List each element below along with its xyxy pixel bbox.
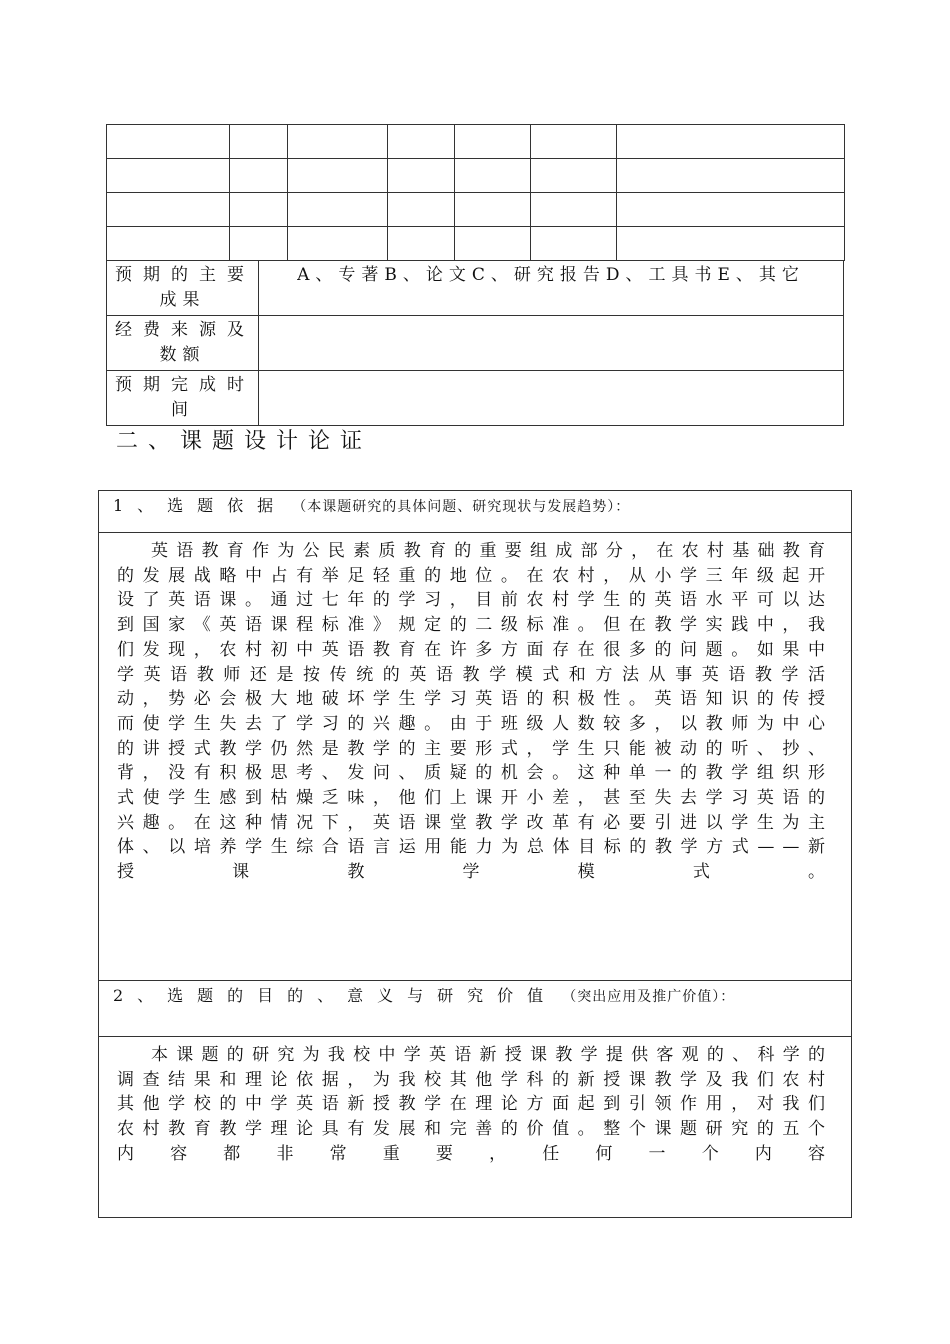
fund-label: 经费来源及数额 [107, 316, 259, 371]
q2-note: （突出应用及推广价值）： [562, 989, 736, 1005]
table-cell[interactable] [107, 159, 230, 193]
outcome-value[interactable]: A、专著B、论文C、研究报告D、工具书E、其它 [259, 261, 844, 316]
table-row [107, 227, 845, 261]
table-cell[interactable] [617, 159, 845, 193]
design-argument-box [98, 490, 852, 1218]
table-cell[interactable] [455, 227, 531, 261]
table-cell[interactable] [230, 227, 288, 261]
table-cell[interactable] [617, 193, 845, 227]
table-cell[interactable] [388, 125, 455, 159]
time-row [107, 371, 844, 426]
table-cell[interactable] [288, 159, 388, 193]
time-value[interactable] [259, 371, 844, 426]
section-title: 二、课题设计论证 [116, 429, 373, 454]
table-cell[interactable] [531, 159, 617, 193]
table-cell[interactable] [288, 227, 388, 261]
q2-heading: 2、选题的目的、意义与研究价值 [113, 986, 558, 1005]
table-cell[interactable] [288, 125, 388, 159]
q1-header [99, 491, 851, 533]
q1-body[interactable]: 英语教育作为公民素质教育的重要组成部分，在农村基础教育的发展战略中占有举足轻重的地位。在农村，从小学三年级起开设了英语课。通过七年的学习，目前农村学生的英语水平可以达到国家《英语课程标准》规定的二级标准。但在教学实践中，我们发现，农村初中英语教育在许多方面存在很多的问题。如果中学英语教师还是按传统的英语教学模式和方法从事英语教学活动，势必会极大地破坏学生学习英语的积极性。英语知识的传授而使学生失去了学习的兴趣。由于班级人数较多，以教师为中心的讲授式教学仍然是教学的主要形式，学生只能被动的听、抄、背，没有积极思考、发问、质疑的机会。这种单一的教学组织形式使学生感到枯燥乏味，他们上课开小差，甚至失去学习英语的兴趣。在这种情况下，英语课堂教学改革有必要引进以学生为主体、以培养学生综合语言运用能力为总体目标的教学方式——新授课教学模式。 [99, 533, 851, 981]
table-cell[interactable] [230, 193, 288, 227]
q2-header [99, 981, 851, 1037]
time-label: 预期完成时间 [107, 371, 259, 426]
fund-row [107, 316, 844, 371]
table-cell[interactable] [455, 193, 531, 227]
table-cell[interactable] [107, 125, 230, 159]
table-cell[interactable] [455, 125, 531, 159]
project-info-table [106, 260, 844, 426]
member-grid-table [106, 124, 845, 261]
table-cell[interactable] [455, 159, 531, 193]
table-cell[interactable] [388, 159, 455, 193]
q2-body[interactable]: 本课题的研究为我校中学英语新授课教学提供客观的、科学的调查结果和理论依据，为我校其他学科的新授课教学及我们农村其他学校的中学英语新授教学在理论方面起到引领作用，对我们农村教育教学理论具有发展和完善的价值。整个课题研究的五个内容都非常重要，任何一个内容 [117, 1045, 833, 1164]
table-cell[interactable] [531, 125, 617, 159]
table-cell[interactable] [617, 227, 845, 261]
table-cell[interactable] [107, 193, 230, 227]
q1-heading: 1、选题依据 [113, 496, 288, 515]
table-cell[interactable] [531, 227, 617, 261]
table-cell[interactable] [288, 193, 388, 227]
table-cell[interactable] [531, 193, 617, 227]
outcome-row [107, 261, 844, 316]
outcome-label: 预期的主要成果 [107, 261, 259, 316]
fund-value[interactable] [259, 316, 844, 371]
table-cell[interactable] [230, 159, 288, 193]
table-row [107, 125, 845, 159]
table-cell[interactable] [388, 193, 455, 227]
table-cell[interactable] [107, 227, 230, 261]
q1-note: （本课题研究的具体问题、研究现状与发展趋势）： [292, 499, 631, 515]
table-cell[interactable] [388, 227, 455, 261]
table-row [107, 159, 845, 193]
table-row [107, 193, 845, 227]
table-cell[interactable] [617, 125, 845, 159]
table-cell[interactable] [230, 125, 288, 159]
